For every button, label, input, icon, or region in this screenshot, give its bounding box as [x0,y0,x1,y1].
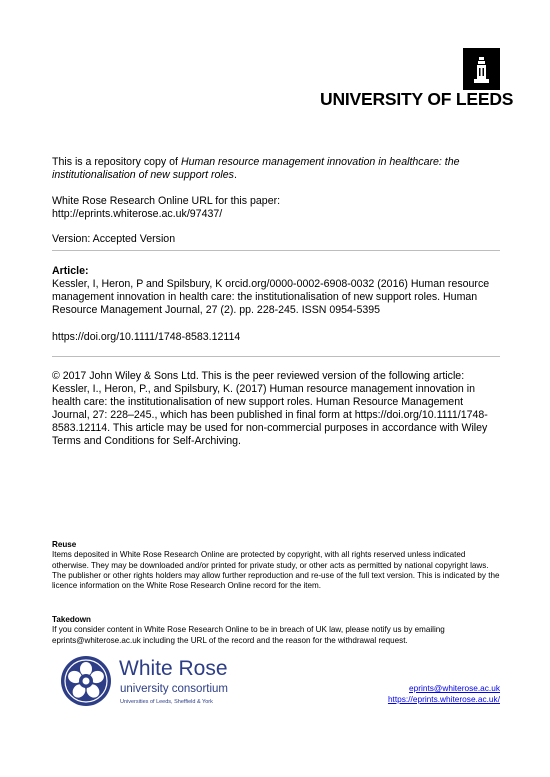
footer-links [388,683,500,704]
reuse-heading: Reuse [52,540,77,549]
takedown-section [52,615,500,646]
url-label: White Rose Research Online URL for this paper: [52,195,281,207]
repository-intro [52,156,500,182]
white-rose-title: White Rose [119,657,228,680]
takedown-heading: Takedown [52,615,91,624]
email-link[interactable]: eprints@whiterose.ac.uk [409,683,500,693]
url-block [52,195,500,221]
white-rose-subtitle: university consortium [120,683,229,695]
divider-2 [52,356,500,357]
paper-title: Human resource management innovation in healthcare: the institutionalisation of new support roles [52,156,460,181]
rose-icon [60,655,112,707]
version-text: Version: Accepted Version [52,233,176,245]
white-rose-members: Universities of Leeds, Sheffield & York [120,699,213,705]
reuse-text: Items deposited in White Rose Research Online are protected by copyright, with all rights reserved unless indicated otherwise. They may be downloaded and/or printed for private study, or other acts as permitted by national copyright laws. The publisher or other rights holders may allow further reproduction and re-use of the full text version. This is indicated by the licence information on the White Rose Research Online record for the item. [52,550,500,591]
leeds-logo-text: UNIVERSITY OF LEEDS [320,89,514,109]
copyright-statement: © 2017 John Wiley & Sons Ltd. This is the peer reviewed version of the following article: Kessler, I., Heron, P., and Spilsbury, K. (2017) Human resource management innovation in health care: the institutionalisation of new support roles. Human Resource Management Journal, 27: 228–245., which has been published in final form at https://doi.org/10.1111/1748-8583.12114. This article may be used for non-commercial purposes in accordance with Wiley Terms and Conditions for Self-Archiving. [52,370,488,447]
article-doi[interactable]: https://doi.org/10.1111/1748-8583.12114 [52,331,241,343]
takedown-text: If you consider content in White Rose Research Online to be in breach of UK law, please notify us by emailing eprints@whiterose.ac.uk including the URL of the record and the reason for the withdrawal request. [52,625,445,645]
intro-suffix: . [233,169,237,181]
article-citation: Kessler, I, Heron, P and Spilsbury, K orcid.org/0000-0002-6908-0032 (2016) Human resource management innovation in health care: the institutionalisation of new support roles. Human Resource Management Journal, 27 (2). pp. 228-245. ISSN 0954-5395 [52,278,490,316]
article-block [52,265,500,317]
leeds-tower-icon [463,48,500,90]
intro-prefix: This is a repository copy of [52,156,181,168]
reuse-section [52,540,500,591]
paper-url[interactable]: http://eprints.whiterose.ac.uk/97437/ [52,208,223,220]
leeds-logo-mark [463,48,500,90]
white-rose-emblem [60,655,112,707]
divider-1 [52,250,500,251]
website-link[interactable]: https://eprints.whiterose.ac.uk/ [387,693,500,704]
article-heading: Article: [52,265,89,277]
